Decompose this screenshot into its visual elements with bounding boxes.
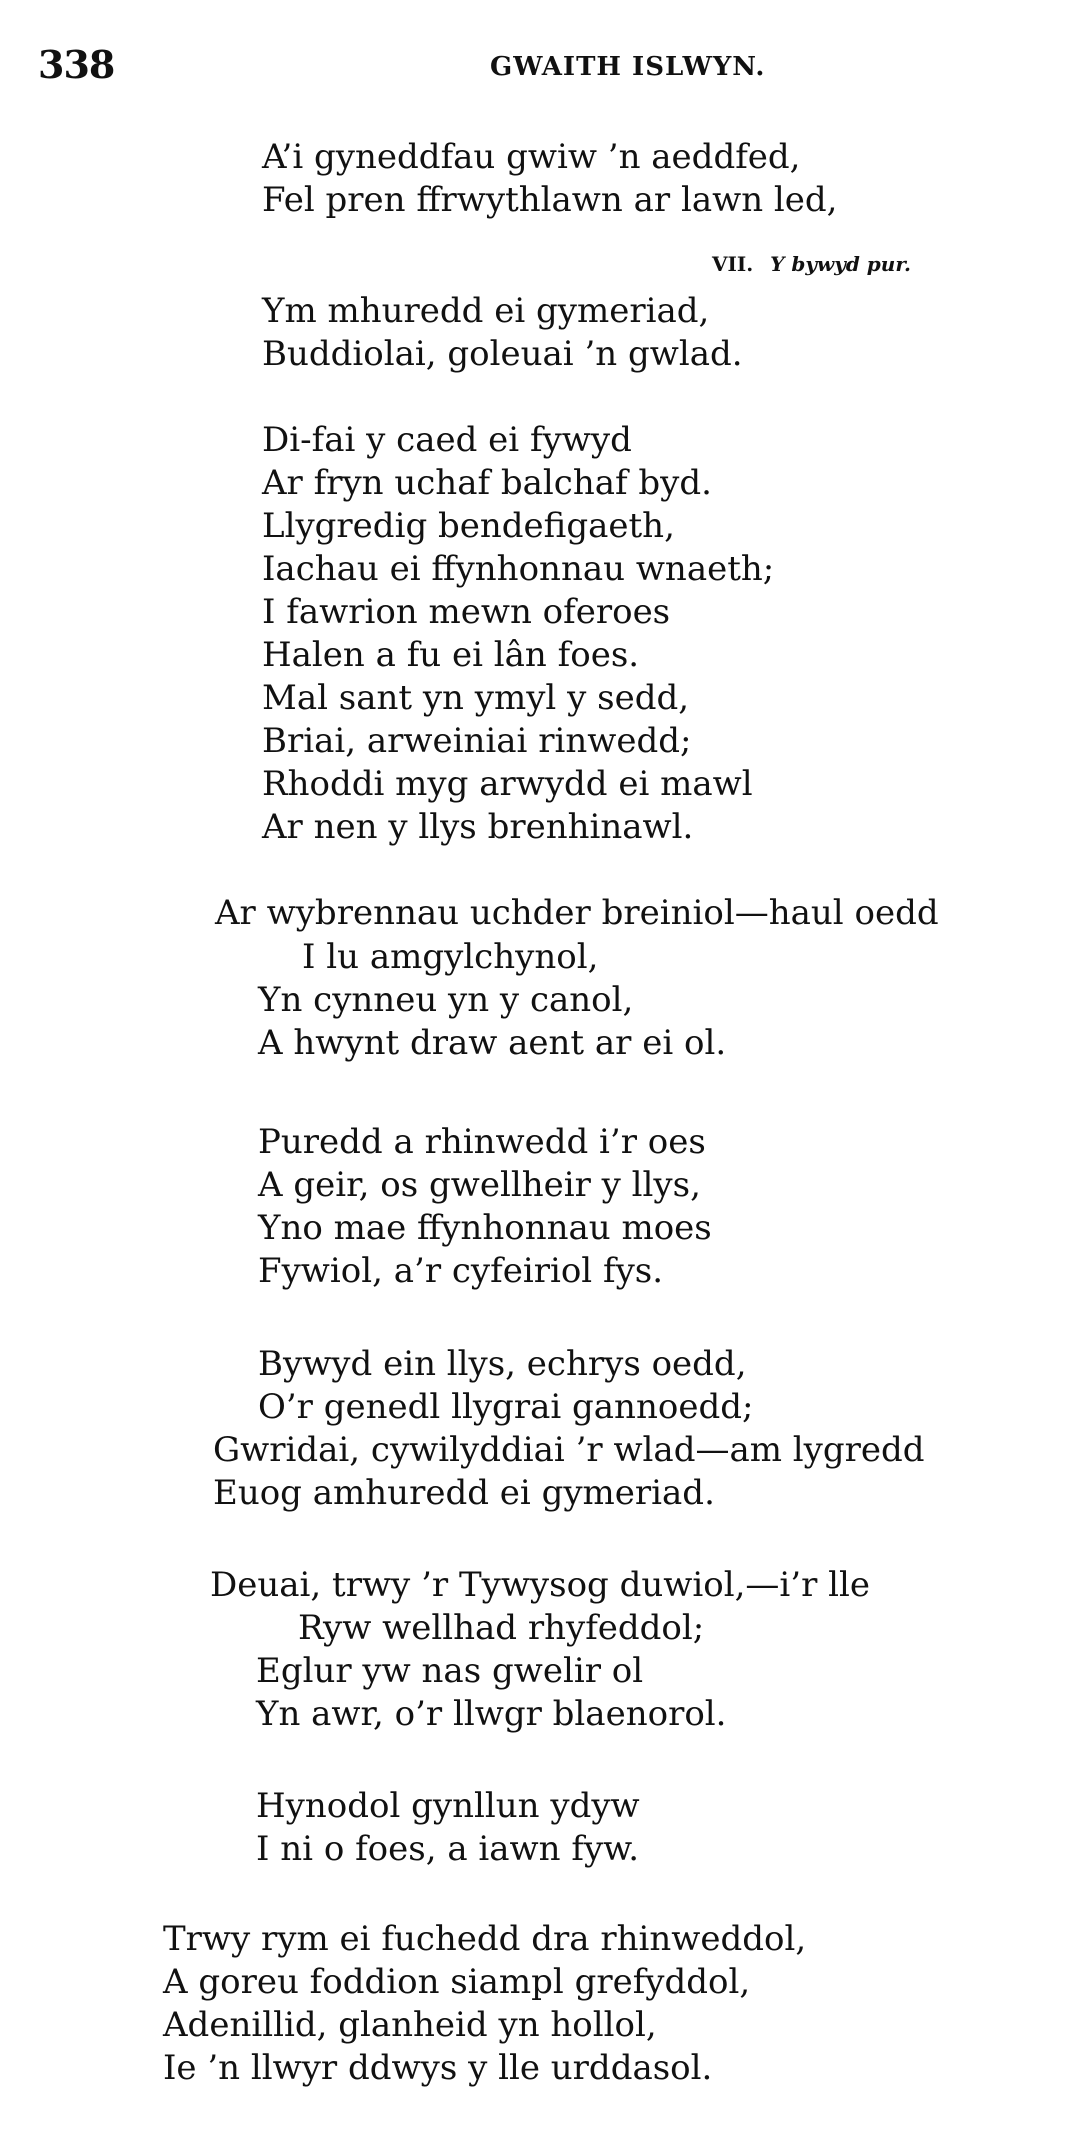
verse-line: Buddiolai, goleuai ’n gwlad.	[262, 334, 743, 374]
verse-line: Ar fryn uchaf balchaf byd.	[262, 463, 712, 503]
verse-line: I ni o foes, a iawn fyw.	[256, 1829, 640, 1869]
verse-line: Llygredig bendefigaeth,	[262, 506, 675, 546]
verse-line: Fywiol, a’r cyfeiriol fys.	[258, 1251, 664, 1291]
verse-line: O’r genedl llygrai gannoedd;	[258, 1387, 754, 1427]
verse-line: Ar wybrennau uchder breiniol—haul oedd	[215, 893, 939, 933]
verse-line: Rhoddi myg arwydd ei mawl	[262, 764, 753, 804]
verse-line: Trwy rym ei fuchedd dra rhinweddol,	[163, 1919, 807, 1959]
sidenote-text: Y bywyd pur.	[770, 252, 911, 276]
verse-line: Mal sant yn ymyl y sedd,	[262, 678, 690, 718]
verse-line: Di-fai y caed ei fywyd	[262, 420, 632, 460]
verse-line: Yno mae ffynhonnau moes	[258, 1208, 712, 1248]
verse-line: Yn awr, o’r llwgr blaenorol.	[256, 1694, 727, 1734]
verse-line: Hynodol gynllun ydyw	[256, 1786, 640, 1826]
verse-line: Iachau ei ffynhonnau wnaeth;	[262, 549, 775, 589]
verse-line: Ar nen y llys brenhinawl.	[262, 807, 694, 847]
verse-line: A goreu foddion siampl grefyddol,	[163, 1962, 751, 2002]
verse-line: Ym mhuredd ei gymeriad,	[262, 291, 710, 331]
verse-line: Briai, arweiniai rinwedd;	[262, 721, 692, 761]
verse-line: Eglur yw nas gwelir ol	[256, 1651, 644, 1691]
verse-line: Ryw wellhad rhyfeddol;	[298, 1608, 705, 1648]
verse-line: Euog amhuredd ei gymeriad.	[213, 1473, 715, 1513]
verse-line: Halen a fu ei lân foes.	[262, 635, 640, 675]
verse-line: Deuai, trwy ’r Tywysog duwiol,—i’r lle	[210, 1565, 871, 1605]
verse-line: A geir, os gwellheir y llys,	[258, 1165, 701, 1205]
verse-line: Ie ’n llwyr ddwys y lle urddasol.	[163, 2048, 713, 2088]
sidenote-number: VII.	[712, 252, 754, 276]
verse-line: Adenillid, glanheid yn hollol,	[163, 2005, 657, 2045]
verse-line: A hwynt draw aent ar ei ol.	[258, 1023, 727, 1063]
verse-line: Fel pren ffrwythlawn ar lawn led,	[262, 180, 838, 220]
verse-line: Yn cynneu yn y canol,	[258, 980, 634, 1020]
verse-line: A’i gyneddfau gwiw ’n aeddfed,	[262, 137, 801, 177]
sidenote	[712, 252, 911, 276]
verse-line: I lu amgylchynol,	[302, 937, 599, 977]
verse-line: Gwridai, cywilyddiai ’r wlad—am lygredd	[213, 1430, 925, 1470]
page-number: 338	[38, 42, 115, 87]
verse-line: I fawrion mewn oferoes	[262, 592, 671, 632]
running-head: GWAITH ISLWYN.	[490, 52, 766, 82]
verse-line: Bywyd ein llys, echrys oedd,	[258, 1344, 747, 1384]
verse-line: Puredd a rhinwedd i’r oes	[258, 1122, 706, 1162]
